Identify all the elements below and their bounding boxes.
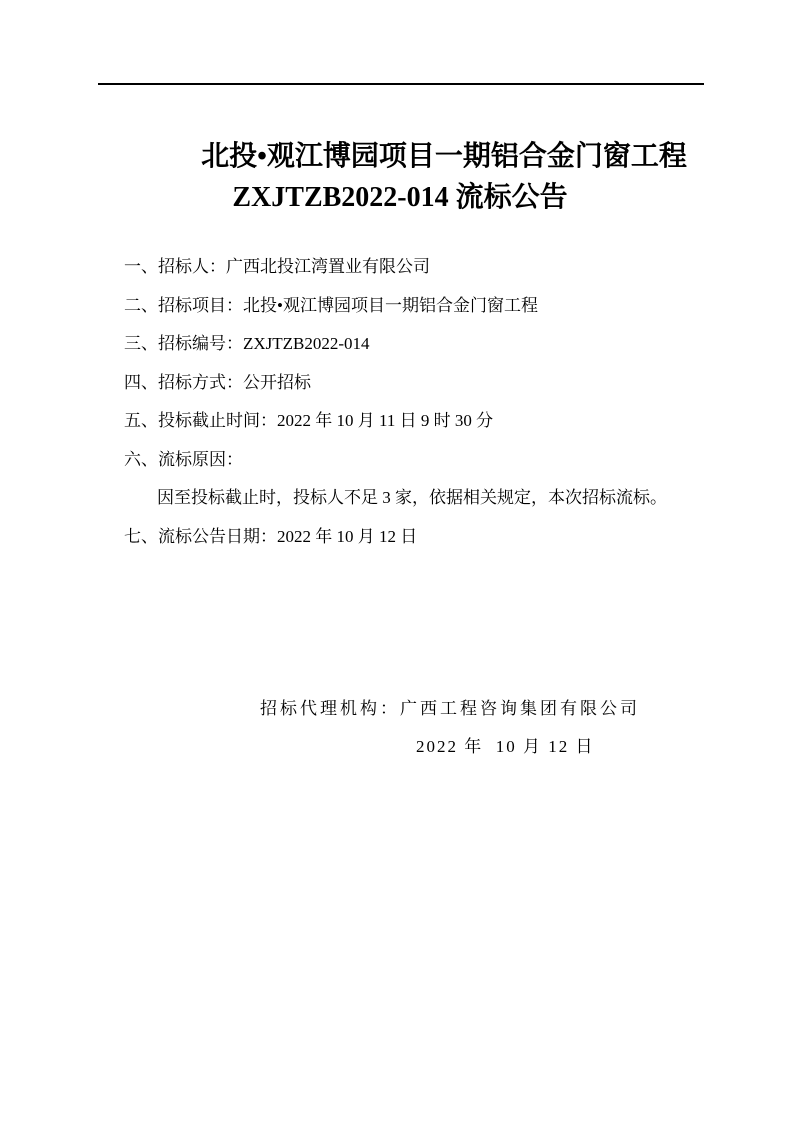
signature-agency-line: 招标代理机构：广西工程咨询集团有限公司 bbox=[260, 699, 640, 718]
document-title-line1: 北投•观江博园项目一期铝合金门窗工程 bbox=[201, 141, 687, 172]
document-title-line2: ZXJTZB2022-014 流标公告 bbox=[232, 182, 568, 213]
item-announcement-date: 七、流标公告日期：2022 年 10 月 12 日 bbox=[124, 526, 418, 546]
signature-date-line: 2022 年 10 月 12 日 bbox=[416, 737, 595, 756]
item-failure-reason-label: 六、流标原因： bbox=[124, 449, 243, 469]
item-project: 二、招标项目：北投•观江博园项目一期铝合金门窗工程 bbox=[124, 295, 538, 315]
header-rule bbox=[98, 83, 704, 85]
announcement-body bbox=[124, 248, 724, 556]
item-bid-deadline: 五、投标截止时间：2022 年 10 月 11 日 9 时 30 分 bbox=[124, 411, 494, 430]
item-tender-method: 四、招标方式：公开招标 bbox=[124, 372, 311, 392]
item-tender-number: 三、招标编号：ZXJTZB2022-014 bbox=[124, 334, 370, 353]
document-title bbox=[0, 136, 800, 218]
item-tenderer: 一、招标人：广西北投江湾置业有限公司 bbox=[124, 257, 430, 276]
failure-reason-text: 因至投标截止时，投标人不足 3 家，依据相关规定，本次招标流标。 bbox=[157, 488, 667, 507]
